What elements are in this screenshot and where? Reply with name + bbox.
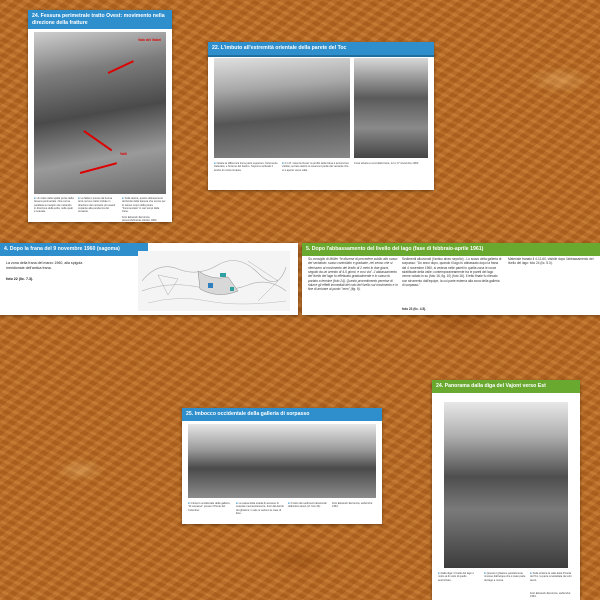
map-marker	[208, 283, 213, 288]
photo-credit: Foto Edoardo Semenza, settembre 1961.	[530, 592, 571, 599]
caption: ■ Sulla destra, questo allineamento del bordo della fessura che scorre per lo stesso corpo della pietra "frammentata" in vari tempi dalle frane.	[122, 197, 166, 214]
map-marker	[230, 287, 234, 291]
caption: ■ Dalla diga: il livello del lago è molto al di sotto di quello autorizzato.	[438, 572, 480, 582]
caption: ■ Imbocco occidentale della galleria "di sorpasso" presso il Ponte del Colomber.	[188, 502, 232, 512]
body-text: Sedimenti alluvionali (l'antico alveo sepolto) - Lo scavo della galleria di sorpasso: "Un anno dopo, quando il lago fu abbassato dopo la frana del 4 novembre 1960, si vedeva nelle pareti in quella zona le rocce stratificate della valle; contemporaneamente tra le pareti del lago venne notato in su (foto 16, fig. 10) (foto 16). Il letto finale fu rilevato con strumento dall'equipe, la cui parte esterna alla zona della galleria di sorpasso."	[402, 257, 502, 287]
caption: ■ La falda è presso da buona terra nel suo tratto iniziale in direzione del versante più avanti costante alla pendenza del versante.	[78, 197, 118, 214]
annotation-label: Vaio dei Valori	[138, 38, 161, 42]
photo-tunnel-entrance	[188, 424, 376, 498]
caption: ■ Il C.R. vista da Ovest: la profilo della frana è ancora ben visibile; sul lato destro si osserva il piede del versante che si è aperto verso valle.	[282, 162, 350, 172]
photo-credit: Foto Edoardo Semenza, settembre 1961.	[332, 502, 373, 509]
caption: ■ Sulla sinistra la valle della Pineda del Toc, la parte smantellata da tutti i lavori.	[530, 572, 574, 582]
card-title: 24. Panorama dalla diga del Vajont verso Est	[432, 380, 580, 393]
body-text: Su consiglio di Müller "le discese di procedere subito allo svaso del serbatoio: svaso controllato e graduale, nel senso che si riferissero al movimento del livello di 2 metri in due giorni, seguito da un arresto di 4-5 giorni, e così via". L'abbassamento del livello del lago fu effettuato gradualmente e lo svaso fu portato a termine (foto 24). Questo procedimento permise di ridurre gli effetti immediati del calo del livello sul movimento e in fine di arrivare al punto "zero" (fig. 9).	[308, 257, 398, 292]
card-dopo-frana-1960	[0, 243, 298, 315]
card-imbocco-galleria	[182, 408, 382, 524]
caption: ■ Il tratto dei sedimenti alluvionali dell'antico alveo (cf. foto 24).	[288, 502, 328, 509]
caption: ■ La cassa della strada di accesso fu scavata meccanicamente, fuori dal detrito dei ghiaioni; in alto si vedono le case di Erto.	[236, 502, 284, 515]
photo-landslide-detail	[354, 58, 428, 158]
card-title: 5. Dopo l'abbassamento del livello del lago (fase di febbraio-aprile 1961)	[302, 243, 600, 256]
card-imbuto-toc	[208, 42, 434, 190]
annotation-label: Valli	[120, 152, 127, 156]
map-marker	[220, 273, 226, 277]
caption: ■ Un tratto della spalla ponte della fessura perimetrale. Ora norma parallela ai margini sta mettendo in direzione della polla, nelle quali è scavata.	[34, 197, 74, 214]
card-title: 22. L'imbuto all'estremità orientale della parete del Toc	[208, 42, 434, 57]
caption: ■ Notare la differenza tra la parte superiore, fortemente fratturata, e l'interno del bacino. Sopra la verticale il lembo di roccia rimasta.	[214, 162, 278, 172]
caption: ■ Questo il ghiaione parzialmente rimosso dall'acqua che è stato parte del lago a monte.	[484, 572, 526, 582]
map-figure	[138, 251, 290, 311]
card-title: 25. Imbocco occidentale della galleria di sorpasso	[182, 408, 382, 421]
figure-ref: foto 23 (lic. 4.5).	[402, 307, 427, 311]
card-abbassamento-lago	[302, 243, 600, 315]
body-text: La zona della frana del marzo 1960, alla spigola meridionale dell'antica frana.	[6, 261, 83, 271]
card-panorama-diga	[432, 380, 580, 600]
body-text: Materiale franato il 4-11-60, visibile dopo l'abbassamento del livello del lago: foto 24 (lic. 5.3).	[508, 257, 594, 266]
card-title: 24. Fessura perimetrale tratto Ovest: movimento nella direzione della fratture	[28, 10, 172, 29]
photo-credit: Foto Edoardo Semenza, presumibilmente ottobre 1963.	[122, 216, 158, 222]
photo-forest-slope	[34, 32, 166, 194]
figure-ref: foto 22 (lic. 7.3).	[6, 277, 34, 281]
photo-valley-panorama	[444, 402, 568, 568]
card-title: 4. Dopo la frana del 9 novembre 1960 (sagoma)	[0, 243, 148, 256]
caption: Cosa situata a nord della frana, 12 e 17 novembre 1963.	[354, 162, 419, 165]
photo-mountain-wall	[214, 58, 350, 158]
card-fessura-perimetrale	[28, 10, 172, 222]
